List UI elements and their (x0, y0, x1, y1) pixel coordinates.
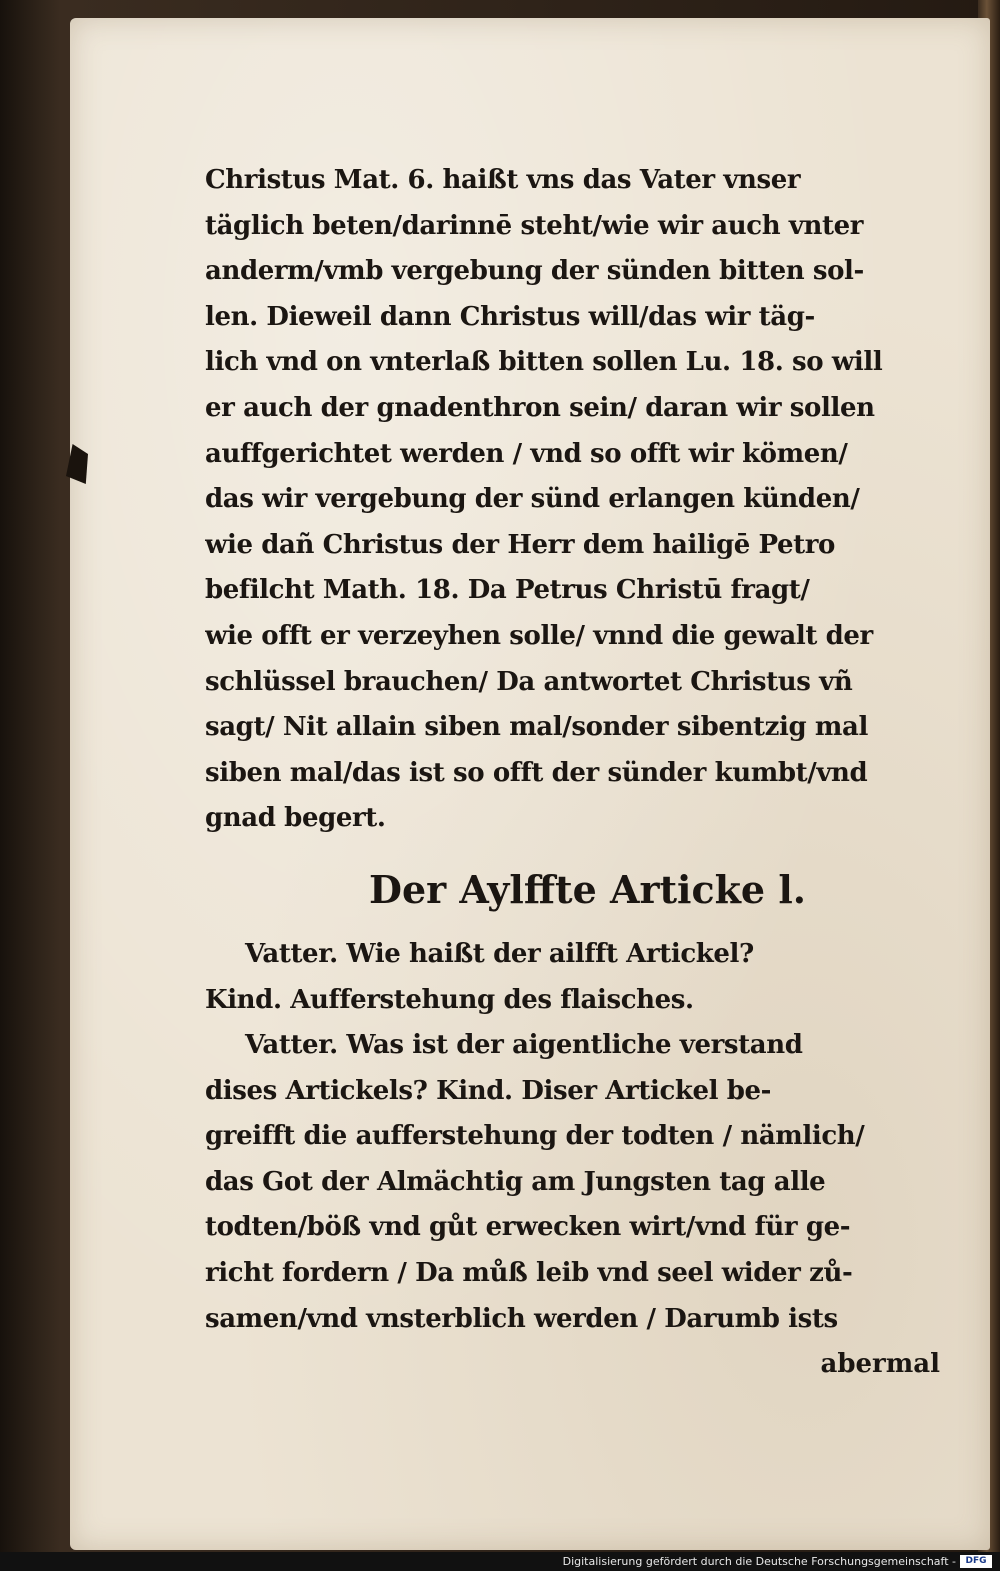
catchword: abermal (820, 1349, 940, 1380)
text-line: wie offt er verzeyhen solle/ vnnd die gewalt der (205, 620, 873, 651)
text-line: auffgerichtet werden / vnd so offt wir kömen/ (205, 438, 848, 469)
text-line: gnad begert. (205, 803, 386, 834)
text-line: Christus Mat. 6. haißt vns das Vater vnser (205, 165, 801, 195)
page-text-block (205, 158, 950, 1388)
text-line: wie dañ Christus der Herr dem hailigē Petro (205, 529, 835, 560)
text-line: todten/böß vnd gůt erwecken wirt/vnd für ge- (205, 1212, 851, 1243)
text-line: das wir vergebung der sünd erlangen künden/ (205, 484, 860, 515)
text-line: er auch der gnadenthron sein/ daran wir sollen (205, 392, 875, 423)
text-line: samen/vnd vnsterblich werden / Darumb ists (205, 1303, 838, 1334)
footer-credit: Digitalisierung gefördert durch die Deutsche Forschungsgemeinschaft - (562, 1555, 956, 1568)
text-line: richt fordern / Da můß leib vnd seel wider zů- (205, 1258, 853, 1289)
text-line: lich vnd on vnterlaß bitten sollen Lu. 18. so will (205, 347, 883, 378)
section-heading: Der Aylffte Articke l. (368, 866, 807, 912)
text-line: dises Artickels? Kind. Diser Artickel be- (205, 1075, 772, 1106)
dialogue-line: Vatter. Was ist der aigentliche verstand (245, 1030, 803, 1061)
dialogue-line: Vatter. Wie haißt der ailfft Artickel? (245, 938, 754, 969)
text-line: das Got der Almächtig am Jungsten tag alle (205, 1166, 826, 1197)
text-line: len. Dieweil dann Christus will/das wir täg- (205, 301, 815, 332)
text-line: befilcht Math. 18. Da Petrus Christū fragt/ (205, 575, 810, 606)
text-line: sagt/ Nit allain siben mal/sonder sibentzig mal (205, 712, 868, 743)
dialogue-line: Kind. Aufferstehung des flaisches. (205, 984, 694, 1015)
text-line: greifft die aufferstehung der todten / nämlich/ (205, 1121, 865, 1152)
text-line: schlüssel brauchen/ Da antwortet Christus vñ (205, 666, 853, 697)
text-line: siben mal/das ist so offt der sünder kumbt/vnd (205, 757, 868, 788)
text-line: anderm/vmb vergebung der sünden bitten sol- (205, 256, 864, 287)
text-line: täglich beten/darinnē steht/wie wir auch vnter (205, 210, 864, 241)
dfg-logo: DFG (960, 1555, 992, 1568)
